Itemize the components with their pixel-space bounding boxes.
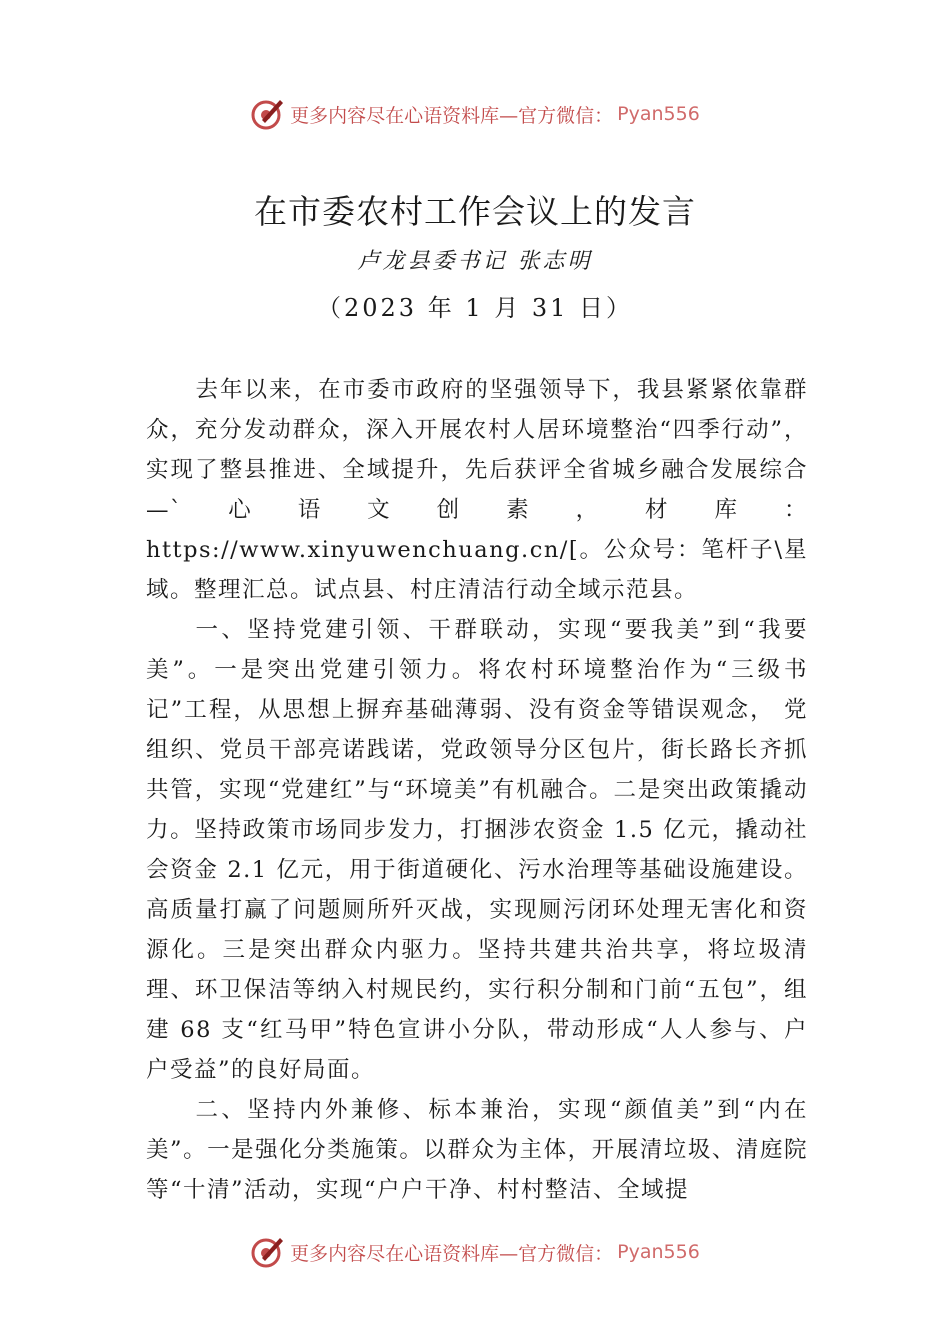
document-title: 在市委农村工作会议上的发言 bbox=[254, 192, 696, 231]
pen-logo-icon bbox=[250, 1234, 286, 1270]
paragraph-section-2: 二、坚持内外兼修、标本兼治，实现“颜值美”到“内在美”。一是强化分类施策。以群众为主体，开展清垃圾、清庭院等“十清”活动，实现“户户干净、村村整洁、全域提 bbox=[146, 1097, 808, 1203]
paragraph-section-1: 一、坚持党建引领、干群联动，实现“要我美”到“我要美”。一是突出党建引领力。将农村环境整治作为“三级书记”工程，从思想上摒弃基础薄弱、没有资金等错误观念， 党组织、党员干部亮诺践诺，党政领导分区包片，街长路长齐抓共管，实现“党建红”与“环境美”有机融合。二是突出政策撬动力。坚持政策市场同步发力，打捆涉农资金 1.5 亿元，撬动社会资金 2.1 亿元，用于街道硬化、污水治理等基础设施建设。高质量打赢了问题厕所歼灭战，实现厕污闭环处理无害化和资源化。三是突出群众内驱力。坚持共建共治共享，将垃圾清理、环卫保洁等纳入村规民约，实行积分制和门前“五包”，组建 68 支“红马甲”特色宣讲小分队，带动形成“人人参与、户户受益”的良好局面。 bbox=[146, 617, 808, 1083]
banner-wechat-id: Pyan556 bbox=[617, 103, 700, 125]
banner-text: 更多内容尽在心语资料库—官方微信： bbox=[290, 104, 614, 127]
banner-wechat-id: Pyan556 bbox=[617, 1241, 700, 1263]
document-author: 卢龙县委书记 张志明 bbox=[357, 249, 593, 274]
pen-logo-icon bbox=[250, 96, 286, 132]
header-banner bbox=[0, 94, 950, 134]
paragraph-intro: 去年以来，在市委市政府的坚强领导下，我县紧紧依靠群众，充分发动群众，深入开展农村人居环境整治“四季行动”，实现了整县推进、全域提升，先后获评全省城乡融合发展综合—`心语文创素，材库：https://www.xinyuwenchuang.cn/[。公众号：笔杆子\星域。整理汇总。试点县、村庄清洁行动全域示范县。 bbox=[146, 377, 808, 603]
banner-text: 更多内容尽在心语资料库—官方微信： bbox=[290, 1242, 614, 1265]
footer-banner bbox=[0, 1232, 950, 1272]
document-body bbox=[146, 370, 808, 1210]
document-date: （2023 年 1 月 31 日） bbox=[316, 294, 634, 322]
